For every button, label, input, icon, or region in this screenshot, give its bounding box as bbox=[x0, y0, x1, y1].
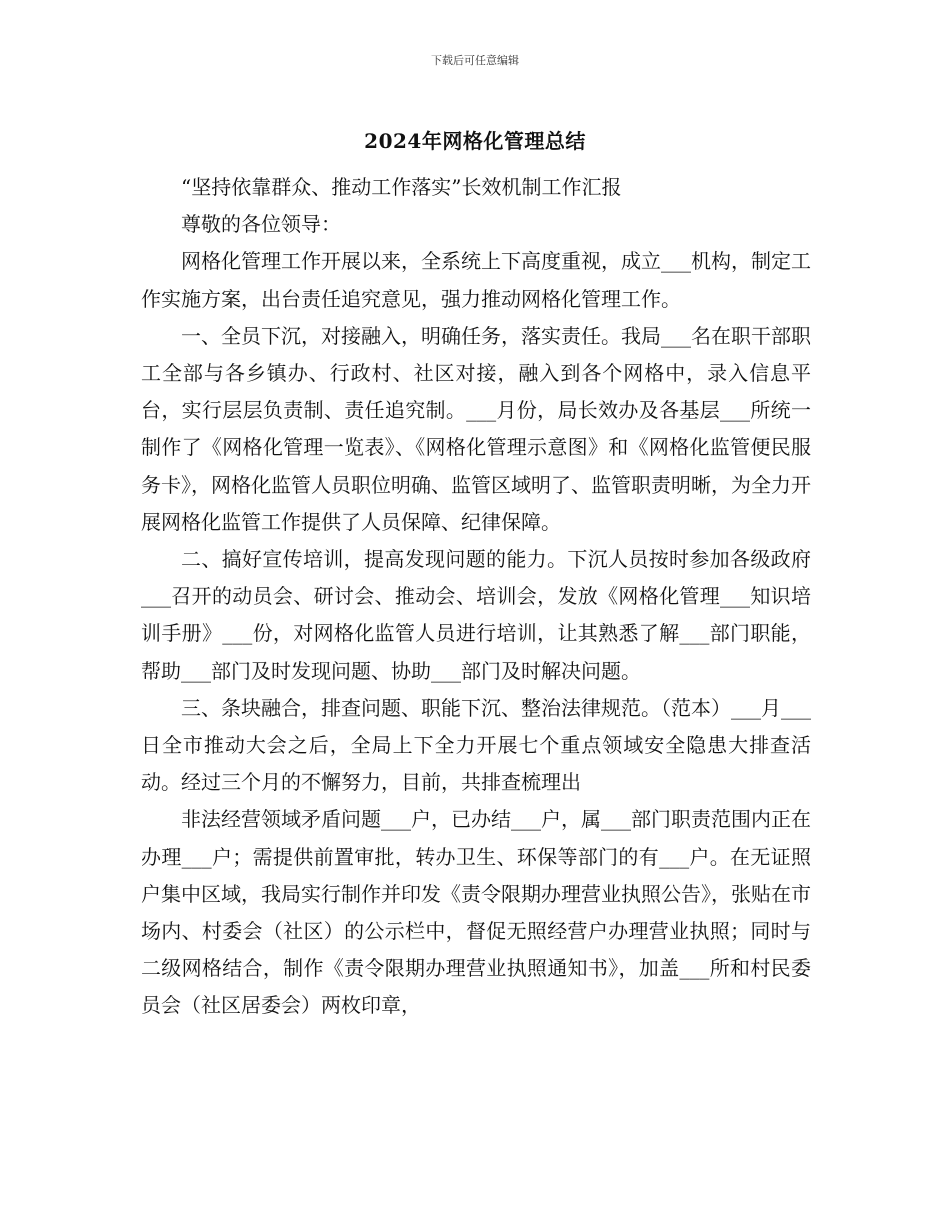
header-note: 下载后可任意编辑 bbox=[431, 54, 519, 67]
paragraph-intro: 网格化管理工作开展以来，全系统上下高度重视，成立___机构，制定工作实施方案，出台责任追究意见，强力推动网格化管理工作。 bbox=[141, 249, 811, 311]
page-title: 2024年网格化管理总结 bbox=[364, 129, 586, 153]
paragraph-section-1: 一、全员下沉，对接融入，明确任务，落实责任。我局___名在职干部职工全部与各乡镇办、行政村、社区对接，融入到各个网格中，录入信息平台，实行层层负责制、责任追究制。___月份，局长效办及各基层___所统一制作了《网格化管理一览表》、《网格化管理示意图》和《网格化监管便民服务卡》，网格化监管人员职位明确、监管区域明了、监管职责明晰，为全力开展网格化监管工作提供了人员保障、纪律保障。 bbox=[141, 323, 811, 534]
document-body bbox=[141, 169, 811, 1025]
paragraph-subtitle: “坚持依靠群众、推动工作落实”长效机制工作汇报 bbox=[181, 175, 622, 199]
paragraph-section-2: 二、搞好宣传培训，提高发现问题的能力。下沉人员按时参加各级政府___召开的动员会、研讨会、推动会、培训会，发放《网格化管理___知识培训手册》___份，对网格化监管人员进行培训，让其熟悉了解___部门职能，帮助___部门及时发现问题、协助___部门及时解决问题。 bbox=[141, 547, 811, 683]
paragraph-section-3: 三、条块融合，排查问题、职能下沉、整治法律规范。（范本）___月___日全市推动大会之后，全局上下全力开展七个重点领域安全隐患大排查活动。经过三个月的不懈努力，目前，共排查梳理出 bbox=[141, 695, 811, 795]
paragraph-section-3-detail: 非法经营领域矛盾问题___户，已办结___户，属___部门职责范围内正在办理___户；需提供前置审批，转办卫生、环保等部门的有___户。在无证照户集中区域，我局实行制作并印发《责令限期办理营业执照公告》，张贴在市场内、村委会（社区）的公示栏中，督促无照经营户办理营业执照；同时与二级网格结合，制作《责令限期办理营业执照通知书》，加盖___所和村民委员会（社区居委会）两枚印章， bbox=[141, 807, 811, 1018]
paragraph-salutation: 尊敬的各位领导： bbox=[181, 212, 341, 237]
